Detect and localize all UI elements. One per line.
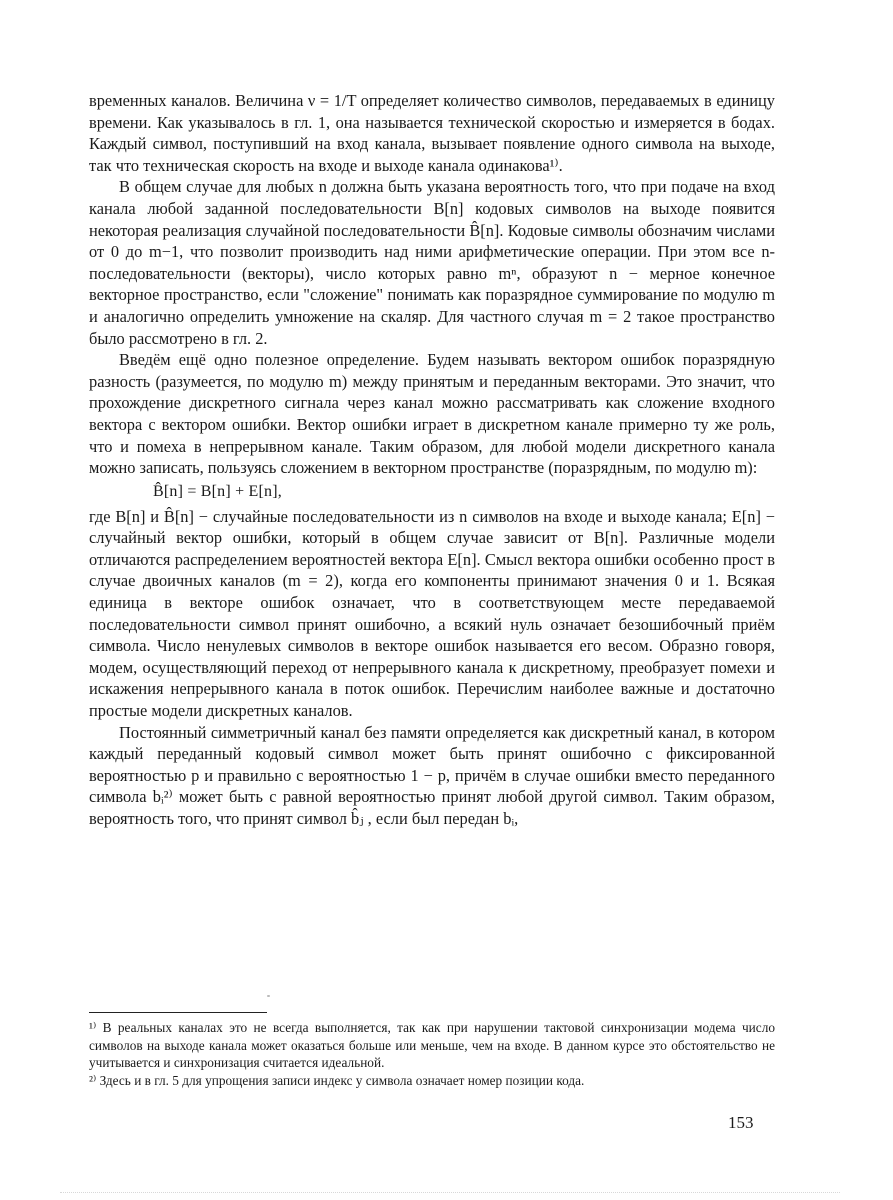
footnotes — [89, 1019, 775, 1089]
paragraph-5: Постоянный симметричный канал без памяти определяется как дискретный канал, в котором каждый переданный кодовый символ может быть принят ошибочно с фиксированной вероятностью p и правильно с вероятностью 1 − p, причём в случае ошибки вместо переданного символа bᵢ²⁾ может быть с равной вероятностью принят любой другой символ. Таким образом, вероятность того, что принят символ b̂ⱼ , если был передан bᵢ, — [89, 722, 775, 828]
paragraph-1: временных каналов. Величина ν = 1/T определяет количество символов, передаваемых в единицу времени. Как указывалось в гл. 1, она называется технической скоростью и измеряется в бодах. Каждый символ, поступивший на вход канала, вызывает появление одного символа на выходе, так что техническая скорость на входе и выходе канала одинакова¹⁾. — [89, 91, 775, 175]
paragraph-4: где B[n] и B̂[n] − случайные последовательности из n символов на входе и выходе канала; E[n] − случайный вектор ошибки, который в общем случае зависит от B[n]. Различные модели отличаются распределением вероятностей вектора E[n]. Смысл вектора ошибки особенно прост в случае двоичных каналов (m = 2), когда его компоненты принимают значения 0 и 1. Всякая единица в векторе ошибок означает, что в соответствующем месте передаваемой последовательности символ принят ошибочно, а всякий нуль означает безошибочный приём символа. Число ненулевых символов в векторе ошибок называется его весом. Образно говоря, модем, осуществляющий переход от непрерывного канала к дискретному, преобразует помехи и искажения непрерывного канала в поток ошибок. Перечислим наиболее важные и достаточно простые модели дискретных каналов. — [89, 506, 775, 721]
error-vector-formula: B̂[n] = B[n] + E[n], — [153, 482, 282, 500]
paragraph-2: В общем случае для любых n должна быть указана вероятность того, что при подаче на вход канала любой заданной последовательности B[n] кодовых символов на выходе появится некоторая реализация случайной последовательности B̂[n]. Кодовые символы обозначим числами от 0 до m−1, что позволит производить над ними арифметические операции. При этом все n-последовательности (векторы), число которых равно mⁿ, образуют n − мерное конечное векторное пространство, если "сложение" понимать как поразрядное суммирование по модулю m и аналогично определить умножение на скаляр. Для частного случая m = 2 такое пространство было рассмотрено в гл. 2. — [89, 177, 775, 348]
footnote-2: ²⁾ Здесь и в гл. 5 для упрощения записи индекс у символа означает номер позиции кода. — [89, 1072, 585, 1088]
main-text — [89, 90, 775, 830]
footnote-divider — [89, 1012, 267, 1013]
scan-edge — [60, 1192, 840, 1193]
scan-speck — [267, 995, 270, 997]
paragraph-3: Введём ещё одно полезное определение. Будем называть вектором ошибок поразрядную разность (разумеется, по модулю m) между принятым и переданным векторами. Это значит, что прохождение дискретного сигнала через канал можно рассматривать как сложение входного вектора с вектором ошибки. Вектор ошибки играет в дискретном канале примерно ту же роль, что и помеха в непрерывном канале. Таким образом, для любой модели дискретного канала можно записать, пользуясь сложением в векторном пространстве (поразрядным, по модулю m): — [89, 350, 775, 478]
page-number: 153 — [728, 1113, 754, 1132]
footnote-1: ¹⁾ В реальных каналах это не всегда выполняется, так как при нарушении тактовой синхронизации модема число символов на выходе канала может оказаться больше или меньше, чем на входе. В данном курсе это обстоятельство не учитывается и синхронизация считается идеальной. — [89, 1020, 775, 1071]
